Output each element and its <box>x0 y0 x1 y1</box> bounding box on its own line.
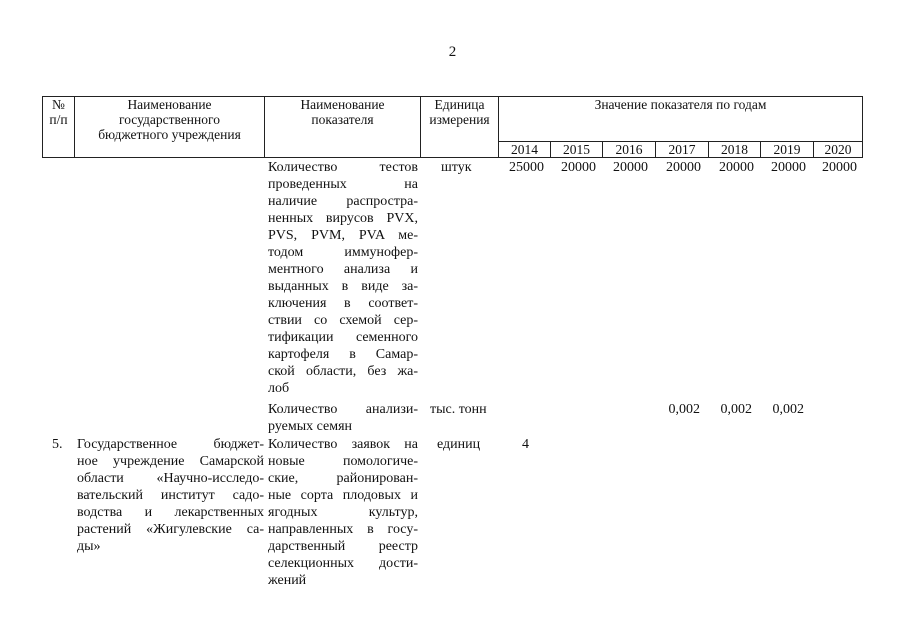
row1-indicator: Количество тестов проведенных на наличие распростра- ненных вирусов PVX, PVS, PVM, PVA ме- тодом иммунофер- ментного анализа и выданных в виде за- ключения в соответ- ствии со схемой сер- тификации семенного картофеля в Самар- ской области, без жа- лоб <box>268 160 418 396</box>
header-year: 2018 <box>709 142 761 158</box>
header-year: 2020 <box>814 142 863 158</box>
header-indicator: Наименование показателя <box>265 97 421 158</box>
row1-value-2019: 20000 <box>771 160 806 175</box>
header-year: 2016 <box>603 142 656 158</box>
row2-indicator: Количество анализи- руемых семян <box>268 402 418 434</box>
row1-value-2015: 20000 <box>561 160 596 175</box>
row2-value-2017: 0,002 <box>668 402 700 417</box>
row2-unit: тыс. тонн <box>430 402 487 417</box>
row2-value-2019: 0,002 <box>772 402 804 417</box>
row2-value-2018: 0,002 <box>720 402 752 417</box>
header-year: 2017 <box>656 142 709 158</box>
page-number: 2 <box>448 44 457 60</box>
header-institution: Наименование государственного бюджетного учреждения <box>75 97 265 158</box>
row1-value-2014: 25000 <box>509 160 544 175</box>
header-number: № п/п <box>43 97 75 158</box>
row1-value-2017: 20000 <box>666 160 701 175</box>
row1-value-2020: 20000 <box>822 160 857 175</box>
header-year: 2015 <box>551 142 603 158</box>
row1-unit: штук <box>441 160 472 175</box>
row3-value-2014: 4 <box>522 437 529 452</box>
header-values: Значение показателя по годам <box>499 97 863 142</box>
row1-value-2016: 20000 <box>613 160 648 175</box>
header-unit: Единица измерения <box>421 97 499 158</box>
row1-value-2018: 20000 <box>719 160 754 175</box>
row3-indicator: Количество заявок на новые помологиче- ские, районирован- ные сорта плодовых и ягодных культур, направленных в госу- дарственный реестр селекционных дости- жений <box>268 437 418 588</box>
table-header <box>42 96 863 158</box>
row3-institution: Государственное бюджет- ное учреждение Самарской области «Научно-исследо- вательский институт садо- водства и лекарственных растений «Жигулевские са- ды» <box>77 437 264 554</box>
row3-unit: единиц <box>437 437 481 452</box>
header-year: 2014 <box>499 142 551 158</box>
row3-number: 5. <box>52 437 63 452</box>
header-year: 2019 <box>761 142 814 158</box>
